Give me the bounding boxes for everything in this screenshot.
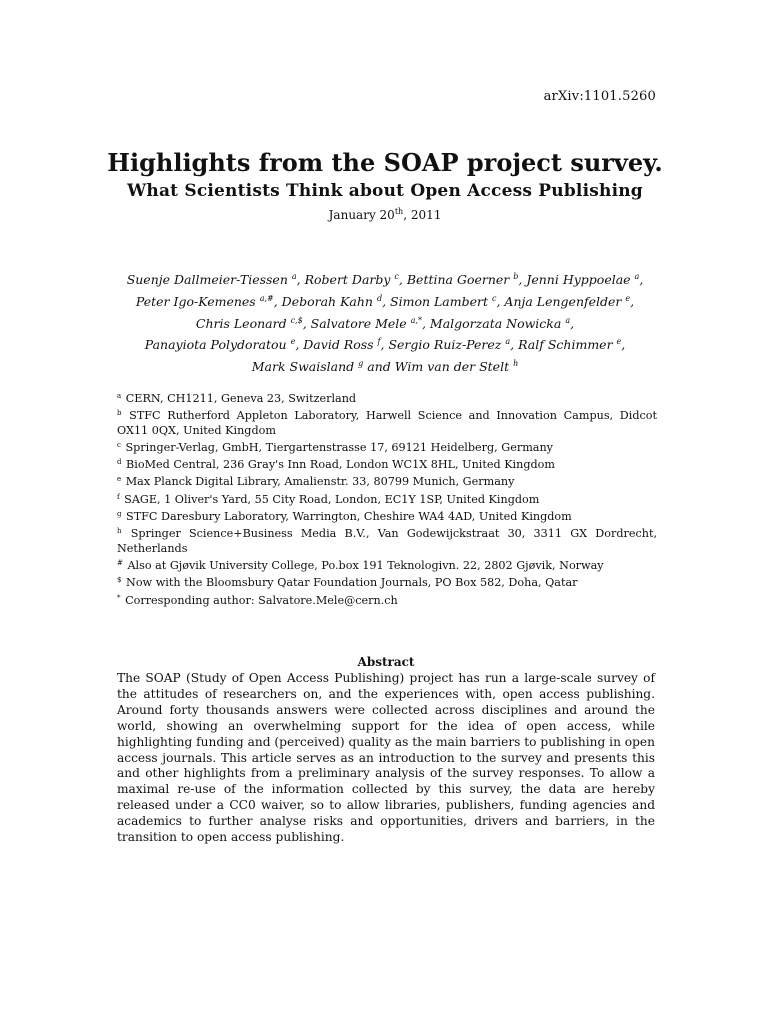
author-name: Mark Swaisland [251,359,355,375]
date-suffix: , 2011 [403,208,442,222]
author [518,337,621,352]
author [252,359,364,374]
author-conjunction: and [367,359,391,375]
affiliation-mark: a [117,392,122,400]
author [303,337,380,352]
paper-subtitle: What Scientists Think about Open Access Publishing [127,181,643,201]
author-affiliation-mark: c,$ [290,315,303,325]
author-name: Wim van der Stelt [394,359,510,375]
author-affiliation-mark: c [394,272,399,281]
author-name: Bettina Goerner [406,272,510,288]
affiliation-text: STFC Daresbury Laboratory, Warrington, Cheshire WA4 4AD, United Kingdom [126,510,572,524]
affiliation-row [117,438,657,455]
affiliation-row [117,573,657,590]
affiliation-row [117,472,657,489]
affiliation-mark: c [117,440,121,449]
author-affiliation-mark: a [634,272,640,281]
author-name: Anja Lengenfelder [504,293,622,309]
author-name: Panayiota Polydoratou [144,337,287,353]
author-affiliation-mark: a [291,272,297,281]
affiliation-text: STFC Rutherford Appleton Laboratory, Harwell Science and Innovation Campus, Didcot OX11 0QX, United Kingdom [117,409,657,437]
author-affiliation-mark: g [358,359,364,368]
author [127,272,297,287]
author-affiliation-mark: h [513,359,519,368]
author-affiliation-mark: a [505,337,511,347]
author-affiliation-mark: d [376,293,383,303]
author-affiliation-mark: a,* [410,315,422,325]
author [395,359,518,374]
date-prefix: January 20 [328,208,395,222]
author [504,294,630,309]
affiliation-text: SAGE, 1 Oliver's Yard, 55 City Road, London, EC1Y 1SP, United Kingdom [124,492,540,506]
paper-title: Highlights from the SOAP project survey. [107,148,663,177]
author [407,272,519,287]
affiliation-text: BioMed Central, 236 Gray's Inn Road, London WC1X 8HL, United Kingdom [126,458,556,472]
author [136,294,274,309]
affiliation-row [117,591,657,608]
author-name: David Ross [303,337,374,353]
arxiv-identifier: arXiv:1101.5260 [543,89,656,104]
affiliation-mark: e [117,475,122,484]
author-name: Suenje Dallmeier-Tiessen [126,272,288,288]
author [145,337,296,352]
affiliation-row [117,406,657,438]
date-ordinal: th [394,207,404,216]
abstract-body: The SOAP (Study of Open Access Publishing) project has run a large-scale survey of the attitudes of researchers on, and the experiences with, open access publishing. Around forty thousands answers were collected across disciplines and around the world, showing an overwhelming support for the idea of open access, while highlighting funding and (perceived) quality as the main barriers to publishing in open access journals. This article serves as an introduction to the survey and presents this and other highlights from a preliminary analysis of the survey responses. To allow a maximal re-use of the information collected by this survey, the data are hereby released under a CC0 waiver, so to allow libraries, publishers, funding agencies and academics to further analyse risks and opportunities, drivers and barriers, in the transition to open access publishing. [117,671,655,845]
author [305,272,399,287]
affiliation-row [117,490,657,507]
affiliation-row [117,524,657,556]
abstract-heading: Abstract [357,655,415,669]
affiliation-mark: d [117,458,122,467]
author-name: Robert Darby [304,272,391,288]
affiliation-list [117,389,657,608]
author-name: Chris Leonard [195,315,287,331]
author-name: Deborah Kahn [281,293,373,309]
author-name: Ralf Schimmer [518,337,613,353]
author-name: Simon Lambert [390,293,488,309]
title-block [0,147,770,223]
author-affiliation-mark: a,# [259,293,274,303]
affiliation-row [117,556,657,573]
affiliation-text: CERN, CH1211, Geneva 23, Switzerland [125,392,357,405]
author-name: Salvatore Mele [310,315,407,331]
affiliation-text: Springer-Verlag, GmbH, Tiergartenstrasse 17, 69121 Heidelberg, Germany [125,440,553,454]
affiliation-mark: f [117,492,120,501]
affiliation-mark: b [117,409,122,418]
author [311,316,422,331]
affiliation-mark: # [117,558,123,567]
author-name: Malgorzata Nowicka [429,315,562,331]
affiliation-mark: h [117,527,122,536]
author-name: Sergio Ruiz-Perez [388,337,502,353]
affiliation-mark: g [117,510,122,519]
author [390,294,496,309]
affiliation-text: Corresponding author: Salvatore.Mele@cern.ch [125,593,398,607]
author-affiliation-mark: e [616,337,622,347]
publication-date [0,204,770,223]
author [526,272,639,287]
author [430,316,570,331]
author-affiliation-mark: e [290,337,296,347]
affiliation-text: Springer Science+Business Media B.V., Van Godewijckstraat 30, 3311 GX Dordrecht, Netherlands [117,527,658,555]
author-affiliation-mark: b [513,272,519,281]
author-affiliation-mark: f [377,337,381,347]
author-affiliation-mark: c [491,293,497,303]
affiliation-mark: * [117,593,121,602]
affiliation-mark: $ [117,576,122,585]
abstract-section [117,654,655,846]
author [282,294,382,309]
author [388,337,510,352]
author-name: Jenni Hyppoelae [526,272,631,288]
affiliation-text: Now with the Bloomsbury Qatar Foundation Journals, PO Box 582, Doha, Qatar [126,576,578,590]
affiliation-text: Max Planck Digital Library, Amalienstr. 33, 80799 Munich, Germany [125,475,515,489]
affiliation-text: Also at Gjøvik University College, Po.box 191 Teknologivn. 22, 2802 Gjøvik, Norway [127,558,604,572]
author-list: Suenje Dallmeier-Tiessen $^a$, Robert Darby $^c$, Bettina Goerner $^b$, Jenni Hyppoelae $^a$, Peter Igo-Kemenes $^{a,\#}$, Deborah Kahn $^d$, Simon Lambert $^c$, Anja Lengenfelder $^e$, Chris Leonard $^{c,\$}$, Salvatore Mele $^{a,*}$, Malgorzata Nowicka $^a$, Panayiota Polydoratou $^e$, David Ross $^f$, Sergio Ruiz-Perez $^a$, Ralf Schimmer $^e$, Mark Swaisland $^g$ and Wim van der Stelt $^h$ [126,272,644,375]
author [196,316,303,331]
author-name: Peter Igo-Kemenes [135,293,256,309]
affiliation-row [117,389,657,406]
author-affiliation-mark: e [625,293,631,303]
affiliation-row [117,455,657,472]
author-affiliation-mark: a [565,315,571,325]
affiliation-row [117,507,657,524]
